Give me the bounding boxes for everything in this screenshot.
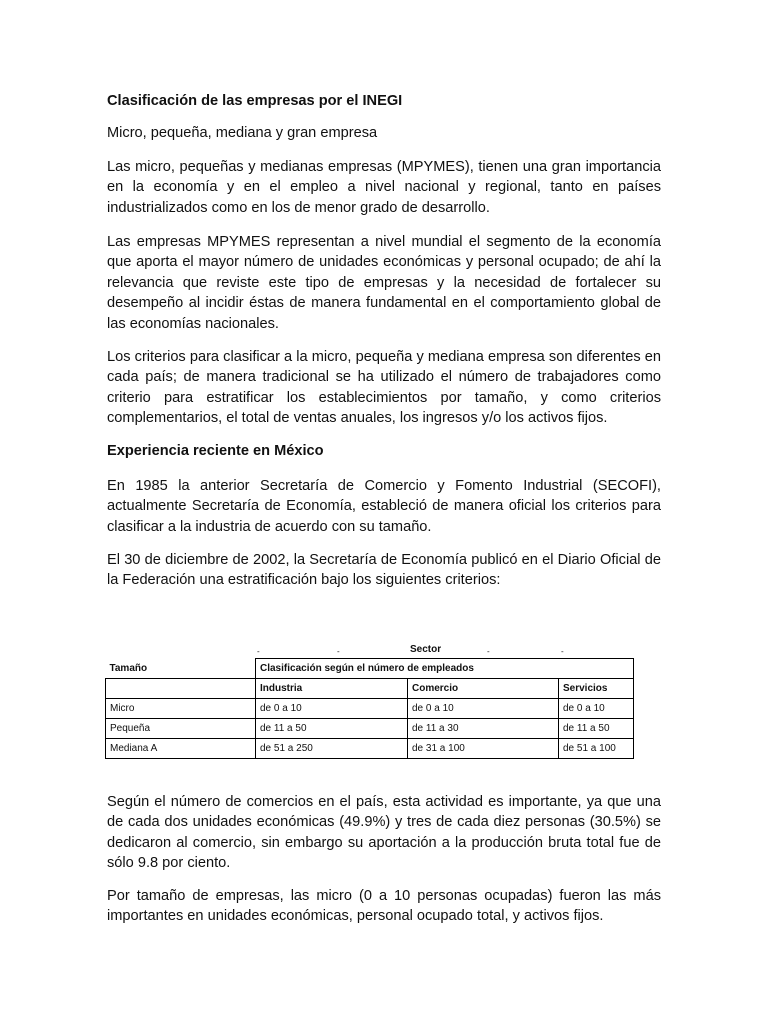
table-row (106, 719, 634, 739)
document-subtitle: Micro, pequeña, mediana y gran empresa (107, 125, 378, 141)
row-size-label: Micro (106, 699, 256, 719)
column-header-comercio: Comercio (408, 679, 559, 699)
size-column-blank (106, 679, 256, 699)
paragraph-diario-oficial: El 30 de diciembre de 2002, la Secretaría de Economía publicó en el Diario Oficial de la Federación una estratificación bajo los siguientes criterios: (107, 552, 661, 589)
table-cell: de 11 a 50 (256, 719, 408, 739)
classification-header: Clasificación según el número de empleados (256, 659, 634, 679)
classification-table (105, 640, 635, 759)
paragraph-classification-criteria: Los criterios para clasificar a la micro, pequeña y mediana empresa son diferentes en cada país; de manera tradicional se ha utilizado el número de trabajadores como criterio para estratificar los establecimientos por tamaño, y como criterios complementarios, el total de ventas anuales, los ingresos y/o los activos fijos. (107, 349, 661, 427)
table-cell: de 31 a 100 (408, 739, 559, 759)
table-cell: de 11 a 50 (559, 719, 634, 739)
paragraph-mpymes-relevance: Las empresas MPYMES representan a nivel mundial el segmento de la economía que aporta el mayor número de unidades económicas y personal ocupado; de ahí la relevancia que reviste este tipo de empresas y la necesidad de fortalecer su desempeño al incidir éstas de manera fundamental en el comportamiento global de las economías nacionales. (107, 234, 661, 332)
table-cell: de 51 a 100 (559, 739, 634, 759)
employee-classification-table (105, 658, 634, 759)
size-header: Tamaño (106, 659, 256, 679)
divider-mark: - (487, 647, 490, 656)
column-header-servicios: Servicios (559, 679, 634, 699)
section-heading: Experiencia reciente en México (107, 443, 324, 459)
paragraph-comercio-stats: Según el número de comercios en el país, esta actividad es importante, ya que una de cada dos unidades económicas (49.9%) y tres de cada diez personas (30.5%) se dedicaron al comercio, sin embargo su aportación a la producción bruta total fue de sólo 9.8 por ciento. (107, 794, 661, 872)
table-cell: de 0 a 10 (559, 699, 634, 719)
sector-header-row (105, 640, 635, 658)
paragraph-mpymes-intro: Las micro, pequeñas y medianas empresas (MPYMES), tienen una gran importancia en la economía y en el empleo a nivel nacional y regional, tanto en países industrializados como en los de menor grado de desarrollo. (107, 159, 661, 216)
row-size-label: Pequeña (106, 719, 256, 739)
column-header-industria: Industria (256, 679, 408, 699)
table-row (106, 699, 634, 719)
table-cell: de 0 a 10 (408, 699, 559, 719)
table-cell: de 0 a 10 (256, 699, 408, 719)
document-title: Clasificación de las empresas por el INEGI (107, 93, 403, 109)
paragraph-micro-importance: Por tamaño de empresas, las micro (0 a 10 personas ocupadas) fueron las más importantes en unidades económicas, personal ocupado total, y activos fijos. (107, 888, 661, 925)
divider-mark: - (337, 647, 340, 656)
divider-mark: - (561, 647, 564, 656)
sector-label: Sector (410, 644, 442, 655)
divider-mark: - (257, 647, 260, 656)
row-size-label: Mediana A (106, 739, 256, 759)
table-row (106, 739, 634, 759)
paragraph-secofi: En 1985 la anterior Secretaría de Comercio y Fomento Industrial (SECOFI), actualmente Secretaría de Economía, estableció de manera oficial los criterios para clasificar a la industria de acuerdo con su tamaño. (107, 478, 661, 535)
table-cell: de 51 a 250 (256, 739, 408, 759)
table-cell: de 11 a 30 (408, 719, 559, 739)
